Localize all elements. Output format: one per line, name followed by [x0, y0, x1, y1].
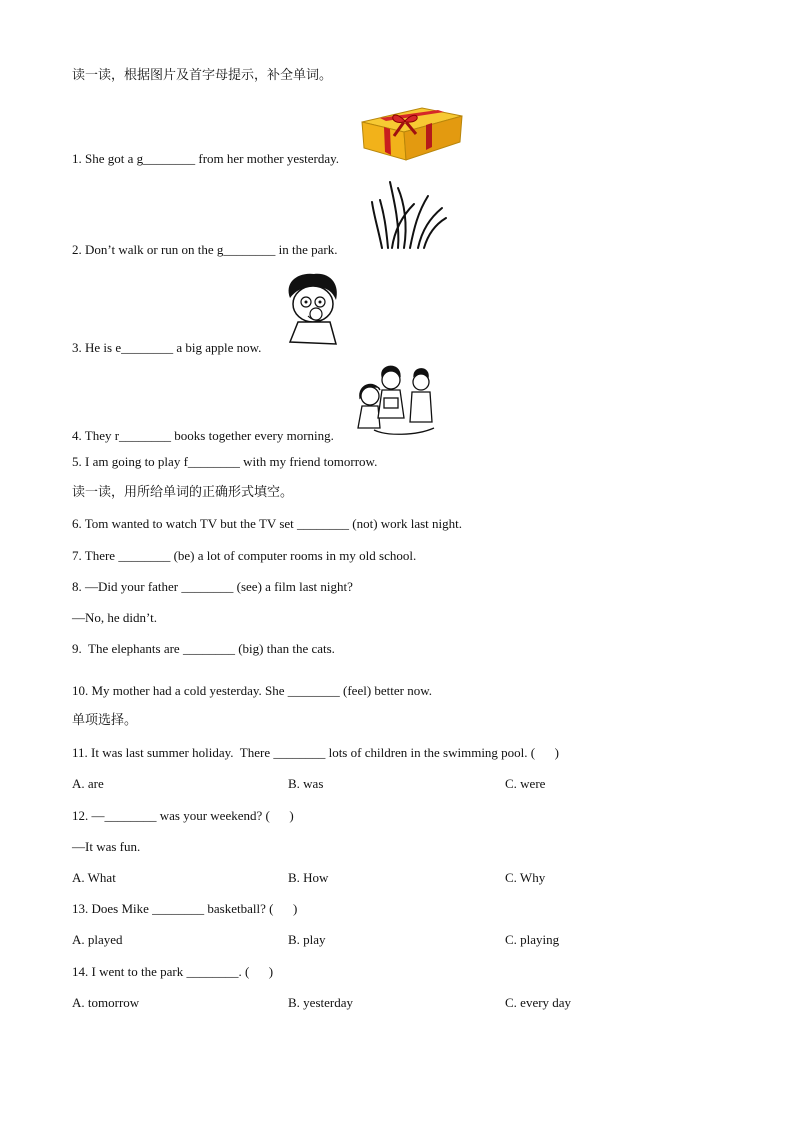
question-11: 11. It was last summer holiday. There ________ lots of children in the swimming pool. ( ) [72, 745, 559, 760]
q13-option-c: C. playing [505, 932, 560, 947]
q12-option-a: A. What [72, 870, 116, 885]
question-7: 7. There ________ (be) a lot of computer rooms in my old school. [72, 548, 417, 563]
section-heading-2: 读一读，用所给单词的正确形式填空。 [72, 485, 294, 500]
q12-option-b: B. How [288, 870, 329, 885]
question-5: 5. I am going to play f________ with my friend tomorrow. [72, 454, 378, 469]
q12-option-c: C. Why [505, 870, 546, 885]
question-1: 1. She got a g________ from her mother yesterday. [72, 151, 340, 166]
question-14: 14. I went to the park ________. ( ) [72, 964, 274, 979]
section-heading-1: 读一读，根据图片及首字母提示，补全单词。 [72, 68, 333, 83]
question-6: 6. Tom wanted to watch TV but the TV set ________ (not) work last night. [72, 516, 463, 531]
q11-option-c: C. were [505, 776, 546, 791]
q14-option-c: C. every day [505, 995, 572, 1010]
question-3: 3. He is e________ a big apple now. [72, 340, 262, 355]
question-10: 10. My mother had a cold yesterday. She ________ (feel) better now. [72, 683, 433, 698]
question-13: 13. Does Mike ________ basketball? ( ) [72, 901, 298, 916]
grass-icon [370, 178, 448, 255]
q13-option-a: A. played [72, 932, 123, 947]
question-12: 12. —________ was your weekend? ( ) [72, 808, 294, 823]
question-12-answer: —It was fun. [72, 839, 141, 854]
question-9: 9. The elephants are ________ (big) than the cats. [72, 641, 335, 656]
gift-box-icon [360, 100, 464, 167]
children-reading-icon [356, 362, 438, 443]
q11-option-b: B. was [288, 776, 324, 791]
question-2: 2. Don’t walk or run on the g________ in the park. [72, 242, 338, 257]
q11-option-a: A. are [72, 776, 104, 791]
q14-option-b: B. yesterday [288, 995, 353, 1010]
q14-option-a: A. tomorrow [72, 995, 140, 1010]
question-8: 8. —Did your father ________ (see) a film last night? [72, 579, 353, 594]
q13-option-b: B. play [288, 932, 326, 947]
question-8-answer: —No, he didn’t. [72, 610, 157, 625]
question-4: 4. They r________ books together every morning. [72, 428, 334, 443]
section-heading-3: 单项选择。 [72, 713, 138, 728]
boy-eating-apple-icon [284, 272, 342, 353]
